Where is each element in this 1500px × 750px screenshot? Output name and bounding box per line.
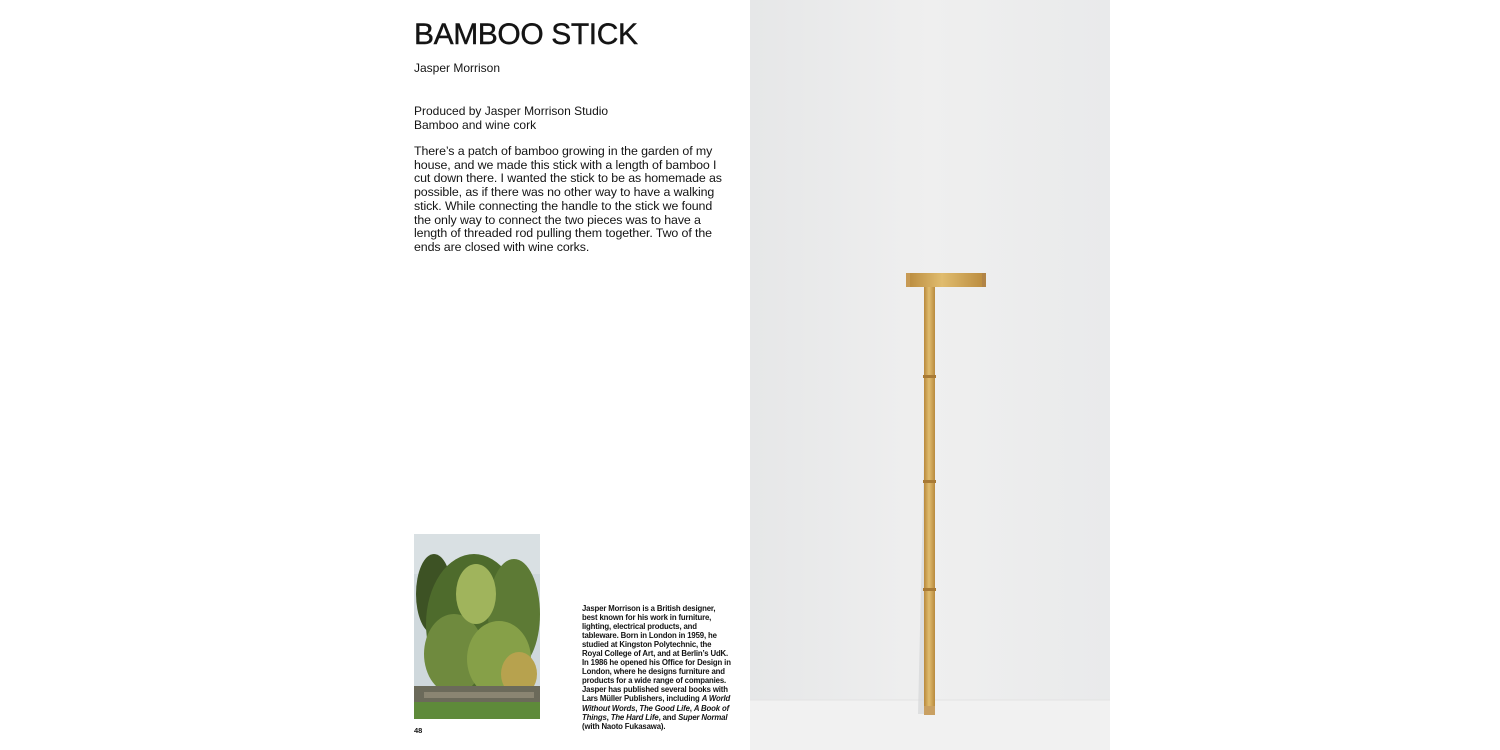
separator: ,	[658, 712, 661, 722]
producer-line: Produced by Jasper Morrison Studio	[414, 104, 609, 118]
separator: ,	[635, 703, 640, 713]
coauthor-note: (with Naoto Fukasawa).	[582, 721, 666, 731]
separator: ,	[689, 703, 694, 713]
book-title: The Good Life	[639, 703, 690, 713]
left-page	[390, 0, 750, 750]
page-title: BAMBOO STICK	[414, 18, 638, 51]
book-title: The Hard Life	[610, 712, 659, 722]
product-credits	[414, 104, 608, 132]
book-title: A Book of Things	[582, 703, 730, 722]
bamboo-stick-photo	[750, 0, 1110, 750]
page-number: 48	[414, 726, 423, 735]
product-description: There’s a patch of bamboo growing in the garden of my house, and we made this stick with a length of bamboo I cut down there. I wanted the stick to be as homemade as possible, as if there was no other way to have a walking stick. While connecting the handle to the stick we found the only way to connect the two pieces was to have a length of threaded rod pulling them together. Two of the ends are closed with wine corks.	[414, 144, 722, 254]
designer-name: Jasper Morrison	[414, 61, 501, 75]
book-title: Super Normal	[678, 712, 728, 722]
materials-line: Bamboo and wine cork	[414, 118, 537, 132]
right-page	[750, 0, 1110, 750]
separator: and	[660, 712, 679, 722]
separator: ,	[606, 712, 611, 722]
bamboo-garden-photo	[414, 534, 540, 719]
designer-bio	[582, 604, 732, 731]
book-title: A World Without Words	[582, 694, 731, 713]
bio-text: Jasper Morrison is a British designer, best known for his work in furniture, lighting, electrical products, and tableware. Born in London in 1959, he studied at Kingston Polytechnic, the Royal College of Art, and at Berlin’s UdK. In 1986 he opened his Office for Design in London, where he designs furniture and products for a wide range of companies. Jasper has published several books with Lars Müller Publishers, including	[582, 604, 731, 704]
